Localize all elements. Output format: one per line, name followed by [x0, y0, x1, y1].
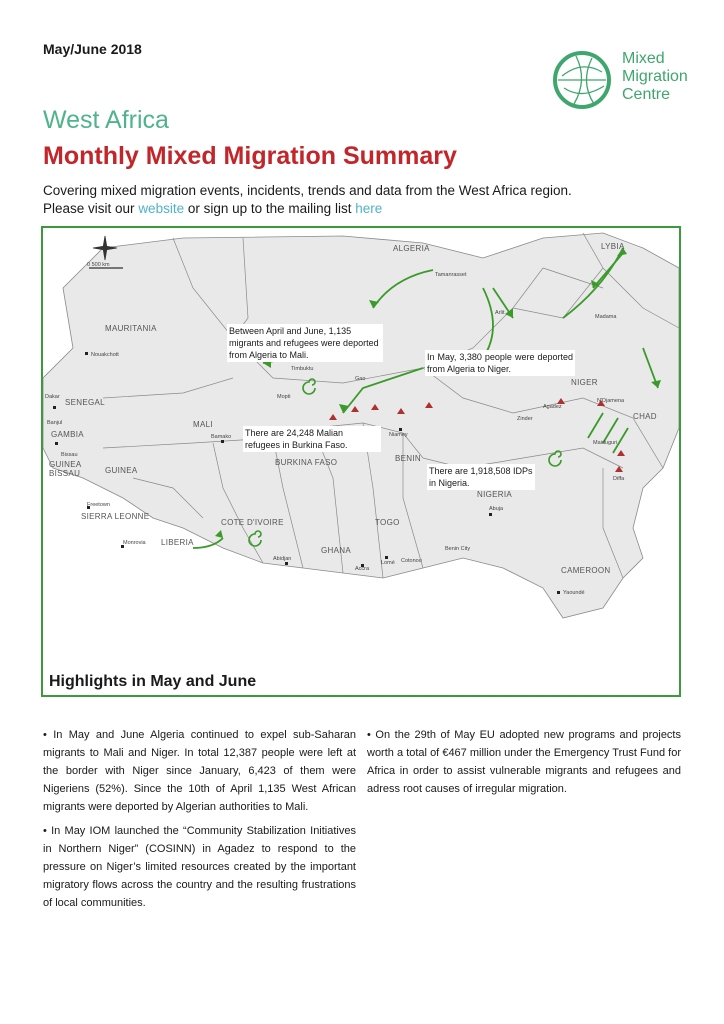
city-label: Arlit — [495, 310, 505, 316]
callout-nigeria-idps: There are 1,918,508 IDPs in Nigeria. — [427, 464, 535, 490]
city-label: Benin City — [445, 546, 471, 552]
logo-globe-icon — [552, 50, 616, 114]
city-label: Abidjan — [273, 556, 292, 562]
highlights-heading: Highlights in May and June — [47, 671, 258, 693]
city-label: Abuja — [489, 506, 504, 512]
intro-text: Covering mixed migration events, incidents, trends and data from the West Africa region. Please visit our website or sign up to the mailing list here — [43, 183, 572, 216]
website-link[interactable]: website — [138, 201, 185, 216]
country-label: LIBERIA — [161, 538, 194, 547]
country-label: GAMBIA — [51, 430, 84, 439]
country-label: ALGERIA — [393, 244, 430, 253]
city-label: Dakar — [45, 394, 60, 400]
country-label: BENIN — [395, 454, 421, 463]
country-label: CAMEROON — [561, 566, 611, 575]
city-label: Bissau — [61, 452, 78, 458]
country-label: GHANA — [321, 546, 351, 555]
city-label: Lomé — [381, 560, 395, 566]
country-label: SENEGAL — [65, 398, 105, 407]
city-label: Diffa — [613, 476, 625, 482]
city-label: Agadez — [543, 404, 562, 410]
highlight-paragraph: • On the 29th of May EU adopted new programs and projects worth a total of €467 million under the Emergency Trust Fund for Africa in order to assist vulnerable migrants and refugees and adress root causes of irregular migration. — [367, 729, 681, 795]
mailing-list-link[interactable]: here — [355, 201, 383, 216]
country-label: MALI — [193, 420, 213, 429]
city-label: Tamanrasset — [435, 272, 467, 278]
city-label: Nouakchott — [91, 352, 119, 358]
page-title: Monthly Mixed Migration Summary — [43, 142, 457, 170]
city-label: Monrovia — [123, 540, 146, 546]
city-label: Accra — [355, 566, 370, 572]
city-label: Zinder — [517, 416, 533, 422]
callout-burkina-refugees: There are 24,248 Malian refugees in Burkina Faso. — [243, 426, 381, 452]
highlight-paragraph: • In May IOM launched the “Community Stabilization Initiatives in Northern Niger” (COSINN) in Agadez to respond to the pressure on Niger’s limited resources created by the important migratory flows across the country and the resulting frustrations of local communities. — [43, 825, 356, 909]
country-label: NIGERIA — [477, 490, 512, 499]
region-map — [41, 226, 681, 697]
country-label: COTE D'IVOIRE — [221, 518, 284, 527]
country-label: BURKINA FASO — [275, 458, 338, 467]
city-label: Niamey — [389, 432, 408, 438]
country-label: GUINEA — [105, 466, 138, 475]
highlights-right-column — [367, 726, 681, 804]
country-label: NIGER — [571, 378, 598, 387]
city-label: Banjul — [47, 420, 63, 426]
country-label: TOGO — [375, 518, 400, 527]
city-label: Maiduguri — [593, 440, 618, 446]
city-label: Freetown — [87, 502, 110, 508]
scale-label: 0 500 km — [87, 262, 110, 268]
report-date: May/June 2018 — [43, 41, 142, 57]
region-title: West Africa — [43, 106, 169, 134]
city-label: Gao — [355, 376, 366, 382]
city-label: Bamako — [211, 434, 232, 440]
city-label: Timbuktu — [291, 366, 314, 372]
city-label: Cotonou — [401, 558, 422, 564]
logo-wordmark: Mixed Migration Centre — [622, 50, 688, 103]
city-label: Madama — [595, 314, 617, 320]
city-label: N'Djamena — [597, 398, 625, 404]
country-label: CHAD — [633, 412, 657, 421]
city-label: Yaoundé — [563, 590, 585, 596]
map-drawing — [43, 228, 681, 697]
mmc-logo[interactable] — [552, 50, 712, 114]
country-label: LYBIA — [601, 242, 625, 251]
country-label: MAURITANIA — [105, 324, 157, 333]
highlight-paragraph: • In May and June Algeria continued to expel sub-Saharan migrants to Mali and Niger. In total 12,387 people were left at the border with Niger since January, 6,423 of them were Nigeriens (52%). Since the 10th of April 1,135 West African migrants were deported by Algerian authorities to Mali. — [43, 729, 356, 813]
callout-algeria-mali: Between April and June, 1,135 migrants and refugees were deported from Algeria to Mali. — [227, 324, 383, 362]
city-label: Mopti — [277, 394, 291, 400]
country-label: SIERRA LEONNE — [81, 512, 150, 521]
callout-algeria-niger: In May, 3,380 people were deported from Algeria to Niger. — [427, 352, 573, 374]
highlights-left-column — [43, 726, 356, 918]
country-label: GUINEA BISSAU — [49, 460, 82, 478]
